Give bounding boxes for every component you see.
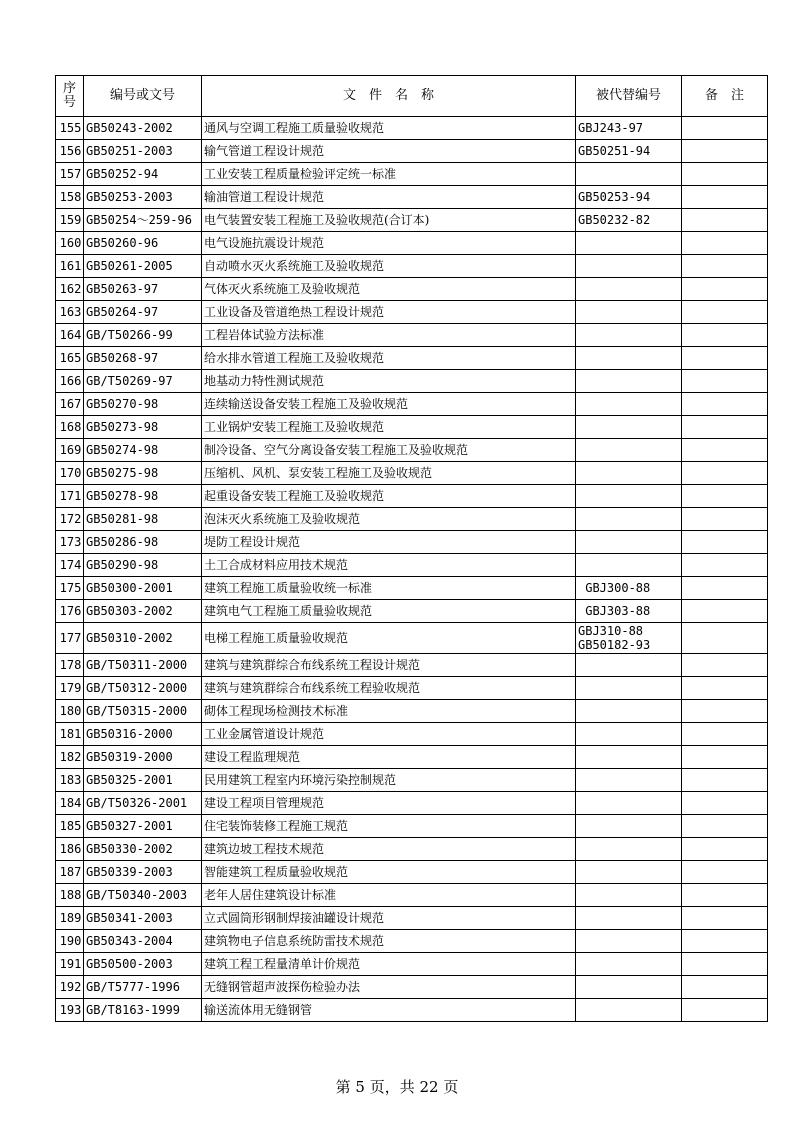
- replaced-code: [576, 861, 682, 884]
- row-number: 182: [56, 746, 84, 769]
- table-row: [56, 140, 768, 163]
- document-name: 立式圆筒形钢制焊接油罐设计规范: [202, 907, 576, 930]
- remark: [682, 324, 768, 347]
- replaced-code: [576, 508, 682, 531]
- remark: [682, 861, 768, 884]
- document-name: 输气管道工程设计规范: [202, 140, 576, 163]
- remark: [682, 439, 768, 462]
- row-number: 191: [56, 953, 84, 976]
- standard-code: GB/T50315-2000: [84, 700, 202, 723]
- remark: [682, 347, 768, 370]
- replaced-code-line: GB50182-93: [578, 638, 651, 652]
- row-number: 171: [56, 485, 84, 508]
- row-number: 173: [56, 531, 84, 554]
- document-name: 工程岩体试验方法标准: [202, 324, 576, 347]
- document-name: 工业锅炉安装工程施工及验收规范: [202, 416, 576, 439]
- remark: [682, 930, 768, 953]
- row-number: 180: [56, 700, 84, 723]
- table-row: [56, 577, 768, 600]
- standard-code: GB/T50311-2000: [84, 654, 202, 677]
- row-number: 178: [56, 654, 84, 677]
- row-number: 184: [56, 792, 84, 815]
- table-row: [56, 654, 768, 677]
- replaced-code: [576, 370, 682, 393]
- document-name: 通风与空调工程施工质量验收规范: [202, 117, 576, 140]
- replaced-code: [576, 439, 682, 462]
- table-row: [56, 930, 768, 953]
- remark: [682, 623, 768, 654]
- remark: [682, 232, 768, 255]
- remark: [682, 416, 768, 439]
- standard-code: GB50254～259-96: [84, 209, 202, 232]
- standard-code: GB50281-98: [84, 508, 202, 531]
- table-header-row: [56, 76, 768, 117]
- remark: [682, 999, 768, 1022]
- table-row: [56, 976, 768, 999]
- remark: [682, 815, 768, 838]
- remark: [682, 393, 768, 416]
- document-name: 自动喷水灭火系统施工及验收规范: [202, 255, 576, 278]
- row-number: 159: [56, 209, 84, 232]
- row-number: 155: [56, 117, 84, 140]
- remark: [682, 884, 768, 907]
- row-number: 186: [56, 838, 84, 861]
- header-name: 文 件 名 称: [202, 76, 576, 117]
- row-number: 181: [56, 723, 84, 746]
- replaced-code: [576, 531, 682, 554]
- remark: [682, 508, 768, 531]
- remark: [682, 976, 768, 999]
- replaced-code: [576, 746, 682, 769]
- table-row: [56, 232, 768, 255]
- remark: [682, 953, 768, 976]
- remark: [682, 907, 768, 930]
- replaced-code: [576, 485, 682, 508]
- standard-code: GB50275-98: [84, 462, 202, 485]
- replaced-code: [576, 416, 682, 439]
- remark: [682, 746, 768, 769]
- standard-code: GB50303-2002: [84, 600, 202, 623]
- table-row: [56, 209, 768, 232]
- replaced-code: [576, 723, 682, 746]
- remark: [682, 163, 768, 186]
- header-seq: 序 号: [56, 76, 84, 117]
- row-number: 187: [56, 861, 84, 884]
- document-name: 电气装置安装工程施工及验收规范(合订本): [202, 209, 576, 232]
- replaced-code: [576, 999, 682, 1022]
- row-number: 161: [56, 255, 84, 278]
- table-row: [56, 861, 768, 884]
- document-name: 老年人居住建筑设计标准: [202, 884, 576, 907]
- standard-code: GB50300-2001: [84, 577, 202, 600]
- table-row: [56, 815, 768, 838]
- replaced-code: [576, 393, 682, 416]
- header-code: 编号或文号: [84, 76, 202, 117]
- table-body: [56, 117, 768, 1022]
- remark: [682, 209, 768, 232]
- row-number: 177: [56, 623, 84, 654]
- replaced-code: [576, 324, 682, 347]
- replaced-code: [576, 577, 682, 600]
- table-row: [56, 347, 768, 370]
- remark: [682, 278, 768, 301]
- remark: [682, 554, 768, 577]
- remark: [682, 577, 768, 600]
- standard-code: GB50268-97: [84, 347, 202, 370]
- table-row: [56, 416, 768, 439]
- row-number: 162: [56, 278, 84, 301]
- document-name: 民用建筑工程室内环境污染控制规范: [202, 769, 576, 792]
- remark: [682, 769, 768, 792]
- replaced-code: [576, 838, 682, 861]
- row-number: 164: [56, 324, 84, 347]
- replaced-code: [576, 301, 682, 324]
- table-row: [56, 746, 768, 769]
- table-row: [56, 393, 768, 416]
- remark: [682, 838, 768, 861]
- table-row: [56, 324, 768, 347]
- document-name: 工业安装工程质量检验评定统一标准: [202, 163, 576, 186]
- replaced-code: [576, 163, 682, 186]
- page-footer: 第 5 页，共 22 页: [335, 1078, 459, 1096]
- header-replaced: 被代替编号: [576, 76, 682, 117]
- table-row: [56, 278, 768, 301]
- table-row: [56, 255, 768, 278]
- document-name: 土工合成材料应用技术规范: [202, 554, 576, 577]
- remark: [682, 370, 768, 393]
- replaced-code: [576, 600, 682, 623]
- row-number: 189: [56, 907, 84, 930]
- table-row: [56, 623, 768, 654]
- table-row: [56, 186, 768, 209]
- standard-code: GB/T50326-2001: [84, 792, 202, 815]
- remark: [682, 654, 768, 677]
- remark: [682, 301, 768, 324]
- document-name: 堤防工程设计规范: [202, 531, 576, 554]
- document-name: 起重设备安装工程施工及验收规范: [202, 485, 576, 508]
- standard-code: GB50341-2003: [84, 907, 202, 930]
- standard-code: GB50500-2003: [84, 953, 202, 976]
- remark: [682, 117, 768, 140]
- row-number: 157: [56, 163, 84, 186]
- standard-code: GB50270-98: [84, 393, 202, 416]
- replaced-code: [576, 884, 682, 907]
- replaced-code-line: GBJ310-88: [578, 624, 644, 638]
- replaced-code: [576, 462, 682, 485]
- standard-code: GB50343-2004: [84, 930, 202, 953]
- remark: [682, 723, 768, 746]
- standard-code: GB50252-94: [84, 163, 202, 186]
- table-row: [56, 769, 768, 792]
- row-number: 169: [56, 439, 84, 462]
- document-name: 地基动力特性测试规范: [202, 370, 576, 393]
- document-name: 输油管道工程设计规范: [202, 186, 576, 209]
- standard-code: GB50319-2000: [84, 746, 202, 769]
- replaced-code-line: GB50253-94: [578, 190, 651, 204]
- table-row: [56, 462, 768, 485]
- document-name: 智能建筑工程质量验收规范: [202, 861, 576, 884]
- remark: [682, 255, 768, 278]
- document-name: 泡沫灭火系统施工及验收规范: [202, 508, 576, 531]
- standard-code: GB50273-98: [84, 416, 202, 439]
- replaced-code: [576, 117, 682, 140]
- table-row: [56, 370, 768, 393]
- replaced-code-line: GB50251-94: [578, 144, 651, 158]
- standard-code: GB50325-2001: [84, 769, 202, 792]
- standard-code: GB/T50269-97: [84, 370, 202, 393]
- table-row: [56, 600, 768, 623]
- document-name: 建筑与建筑群综合布线系统工程验收规范: [202, 677, 576, 700]
- table-row: [56, 792, 768, 815]
- row-number: 192: [56, 976, 84, 999]
- table-row: [56, 554, 768, 577]
- table-row: [56, 301, 768, 324]
- standard-code: GB/T8163-1999: [84, 999, 202, 1022]
- row-number: 179: [56, 677, 84, 700]
- replaced-code: [576, 278, 682, 301]
- standards-table: [55, 75, 768, 1022]
- standard-code: GB50264-97: [84, 301, 202, 324]
- replaced-code: [576, 953, 682, 976]
- table-row: [56, 485, 768, 508]
- document-name: 气体灭火系统施工及验收规范: [202, 278, 576, 301]
- table-row: [56, 907, 768, 930]
- table-row: [56, 508, 768, 531]
- replaced-code: [576, 907, 682, 930]
- row-number: 163: [56, 301, 84, 324]
- replaced-code: [576, 792, 682, 815]
- standard-code: GB/T50266-99: [84, 324, 202, 347]
- standard-code: GB50243-2002: [84, 117, 202, 140]
- remark: [682, 677, 768, 700]
- standard-code: GB50251-2003: [84, 140, 202, 163]
- replaced-code: [576, 815, 682, 838]
- row-number: 167: [56, 393, 84, 416]
- remark: [682, 600, 768, 623]
- replaced-code: [576, 930, 682, 953]
- table-row: [56, 677, 768, 700]
- replaced-code: [576, 209, 682, 232]
- remark: [682, 792, 768, 815]
- document-name: 工业设备及管道绝热工程设计规范: [202, 301, 576, 324]
- row-number: 190: [56, 930, 84, 953]
- row-number: 160: [56, 232, 84, 255]
- standard-code: GB50286-98: [84, 531, 202, 554]
- standard-code: GB50263-97: [84, 278, 202, 301]
- row-number: 183: [56, 769, 84, 792]
- row-number: 185: [56, 815, 84, 838]
- standard-code: GB50339-2003: [84, 861, 202, 884]
- row-number: 158: [56, 186, 84, 209]
- replaced-code: [576, 232, 682, 255]
- document-name: 建筑与建筑群综合布线系统工程设计规范: [202, 654, 576, 677]
- document-name: 建筑工程施工质量验收统一标准: [202, 577, 576, 600]
- standard-code: GB50261-2005: [84, 255, 202, 278]
- document-name: 压缩机、风机、泵安装工程施工及验收规范: [202, 462, 576, 485]
- document-name: 建筑工程工程量清单计价规范: [202, 953, 576, 976]
- replaced-code: [576, 654, 682, 677]
- table-row: [56, 723, 768, 746]
- remark: [682, 462, 768, 485]
- remark: [682, 140, 768, 163]
- row-number: 168: [56, 416, 84, 439]
- table-row: [56, 531, 768, 554]
- document-name: 建筑物电子信息系统防雷技术规范: [202, 930, 576, 953]
- table-row: [56, 884, 768, 907]
- row-number: 174: [56, 554, 84, 577]
- row-number: 165: [56, 347, 84, 370]
- replaced-code-line: GBJ303-88: [578, 604, 651, 618]
- document-name: 电气设施抗震设计规范: [202, 232, 576, 255]
- table-row: [56, 838, 768, 861]
- replaced-code: [576, 677, 682, 700]
- table-row: [56, 700, 768, 723]
- document-name: 无缝钢管超声波探伤检验办法: [202, 976, 576, 999]
- standard-code: GB/T5777-1996: [84, 976, 202, 999]
- replaced-code: [576, 769, 682, 792]
- table-row: [56, 439, 768, 462]
- table-row: [56, 953, 768, 976]
- replaced-code-line: GBJ300-88: [578, 581, 651, 595]
- standard-code: GB/T50312-2000: [84, 677, 202, 700]
- row-number: 172: [56, 508, 84, 531]
- document-name: 建筑边坡工程技术规范: [202, 838, 576, 861]
- standard-code: GB50260-96: [84, 232, 202, 255]
- standard-code: GB50290-98: [84, 554, 202, 577]
- standard-code: GB50327-2001: [84, 815, 202, 838]
- standard-code: GB50310-2002: [84, 623, 202, 654]
- document-name: 建设工程监理规范: [202, 746, 576, 769]
- replaced-code: [576, 623, 682, 654]
- standard-code: GB50330-2002: [84, 838, 202, 861]
- row-number: 188: [56, 884, 84, 907]
- standard-code: GB50274-98: [84, 439, 202, 462]
- document-name: 工业金属管道设计规范: [202, 723, 576, 746]
- header-remark: 备 注: [682, 76, 768, 117]
- table-row: [56, 999, 768, 1022]
- document-name: 连续输送设备安装工程施工及验收规范: [202, 393, 576, 416]
- document-name: 给水排水管道工程施工及验收规范: [202, 347, 576, 370]
- replaced-code: [576, 186, 682, 209]
- standard-code: GB50316-2000: [84, 723, 202, 746]
- document-name: 电梯工程施工质量验收规范: [202, 623, 576, 654]
- replaced-code-line: GBJ243-97: [578, 121, 644, 135]
- standard-code: GB/T50340-2003: [84, 884, 202, 907]
- remark: [682, 186, 768, 209]
- row-number: 166: [56, 370, 84, 393]
- replaced-code: [576, 700, 682, 723]
- row-number: 156: [56, 140, 84, 163]
- table-row: [56, 117, 768, 140]
- document-name: 制冷设备、空气分离设备安装工程施工及验收规范: [202, 439, 576, 462]
- remark: [682, 485, 768, 508]
- standard-code: GB50278-98: [84, 485, 202, 508]
- replaced-code: [576, 347, 682, 370]
- remark: [682, 531, 768, 554]
- remark: [682, 700, 768, 723]
- replaced-code-line: GB50232-82: [578, 213, 651, 227]
- document-name: 输送流体用无缝钢管: [202, 999, 576, 1022]
- row-number: 193: [56, 999, 84, 1022]
- document-name: 住宅装饰装修工程施工规范: [202, 815, 576, 838]
- replaced-code: [576, 554, 682, 577]
- standard-code: GB50253-2003: [84, 186, 202, 209]
- row-number: 176: [56, 600, 84, 623]
- row-number: 175: [56, 577, 84, 600]
- replaced-code: [576, 255, 682, 278]
- table-row: [56, 163, 768, 186]
- row-number: 170: [56, 462, 84, 485]
- replaced-code: [576, 976, 682, 999]
- document-name: 砌体工程现场检测技术标准: [202, 700, 576, 723]
- document-name: 建筑电气工程施工质量验收规范: [202, 600, 576, 623]
- document-name: 建设工程项目管理规范: [202, 792, 576, 815]
- replaced-code: [576, 140, 682, 163]
